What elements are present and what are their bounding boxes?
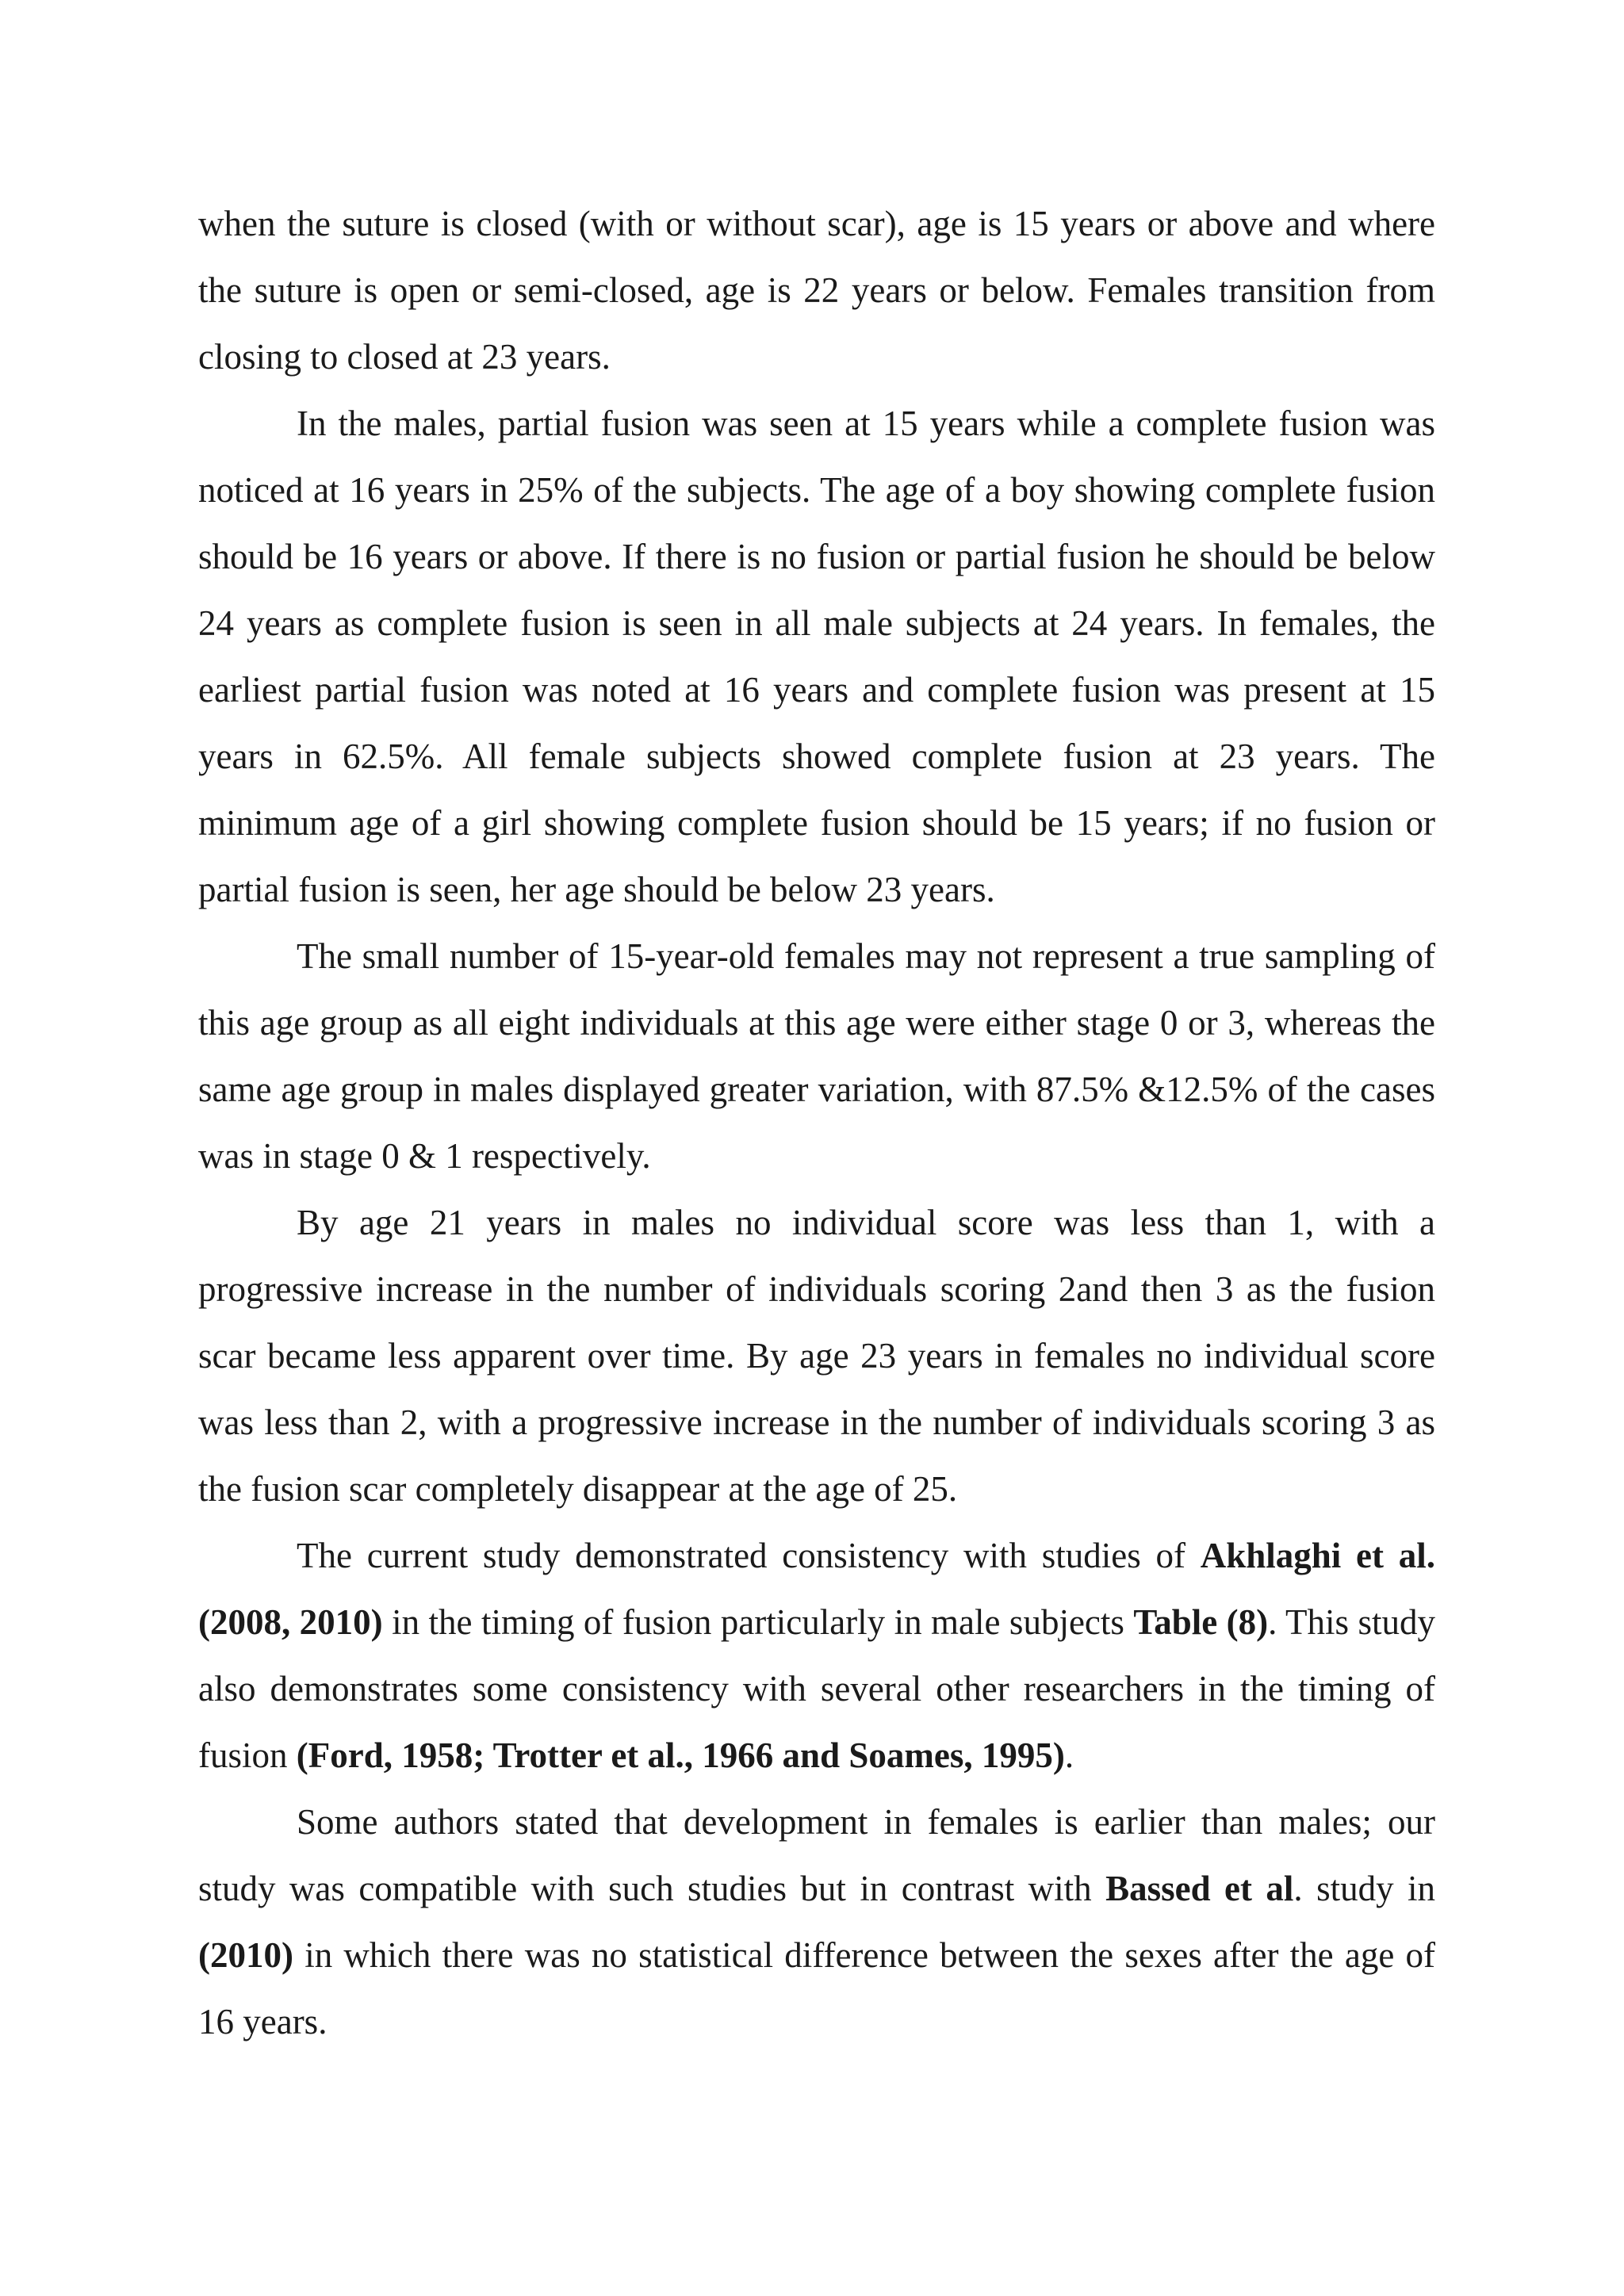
paragraph-6 bbox=[198, 1789, 1435, 2055]
paragraph-5 bbox=[198, 1522, 1435, 1789]
text-run: The current study demonstrated consistency with studies of bbox=[297, 1536, 1201, 1575]
text-run: . study in bbox=[1293, 1869, 1436, 1908]
paragraph-4 bbox=[198, 1189, 1435, 1522]
text-run: The small number of 15-year-old females may not represent a true sampling of this age group as all eight individuals at this age were either stage 0 or 3, whereas the same age group in males displayed greater variation, with 87.5% &12.5% of the cases was in stage 0 & 1 respectively. bbox=[198, 936, 1435, 1176]
text-run: In the males, partial fusion was seen at 15 years while a complete fusion was noticed at 16 years in 25% of the subjects. The age of a boy showing complete fusion should be 16 years or above. If there is no fusion or partial fusion he should be below 24 years as complete fusion is seen in all male subjects at 24 years. In females, the earliest partial fusion was noted at 16 years and complete fusion was present at 15 years in 62.5%. All female subjects showed complete fusion at 23 years. The minimum age of a girl showing complete fusion should be 15 years; if no fusion or partial fusion is seen, her age should be below 23 years. bbox=[198, 404, 1435, 909]
text-run: . This study also demonstrates some consistency with several other researchers in the timing of fusion bbox=[198, 1602, 1435, 1775]
text-run: in the timing of fusion particularly in male subjects bbox=[382, 1602, 1134, 1642]
text-run: Some authors stated that development in females is earlier than males; our study was compatible with such studies but in contrast with bbox=[198, 1802, 1435, 1908]
document-page bbox=[198, 190, 1435, 2055]
text-run: when the suture is closed (with or without scar), age is 15 years or above and where the suture is open or semi-closed, age is 22 years or below. Females transition from closing to closed at 23 years. bbox=[198, 204, 1435, 377]
citation-akhlaghi: Akhlaghi et al. (2008, 2010) bbox=[198, 1536, 1436, 1642]
text-run: in which there was no statistical difference between the sexes after the age of 16 years. bbox=[198, 1935, 1435, 2042]
text-run: By age 21 years in males no individual score was less than 1, with a progressive increase in the number of individuals scoring 2and then 3 as the fusion scar became less apparent over time. By age 23 years in females no individual score was less than 2, with a progressive increase in the number of individuals scoring 3 as the fusion scar completely disappear at the age of 25. bbox=[198, 1203, 1435, 1509]
citation-year: (2010) bbox=[198, 1935, 293, 1975]
paragraph-2 bbox=[198, 390, 1435, 923]
paragraph-1 bbox=[198, 190, 1435, 390]
paragraph-3 bbox=[198, 923, 1435, 1189]
citation-bassed: Bassed et al bbox=[1105, 1869, 1294, 1908]
citation-group: (Ford, 1958; Trotter et al., 1966 and Soames, 1995) bbox=[296, 1735, 1065, 1775]
text-run: . bbox=[1064, 1735, 1074, 1775]
table-reference: Table (8) bbox=[1133, 1602, 1269, 1642]
